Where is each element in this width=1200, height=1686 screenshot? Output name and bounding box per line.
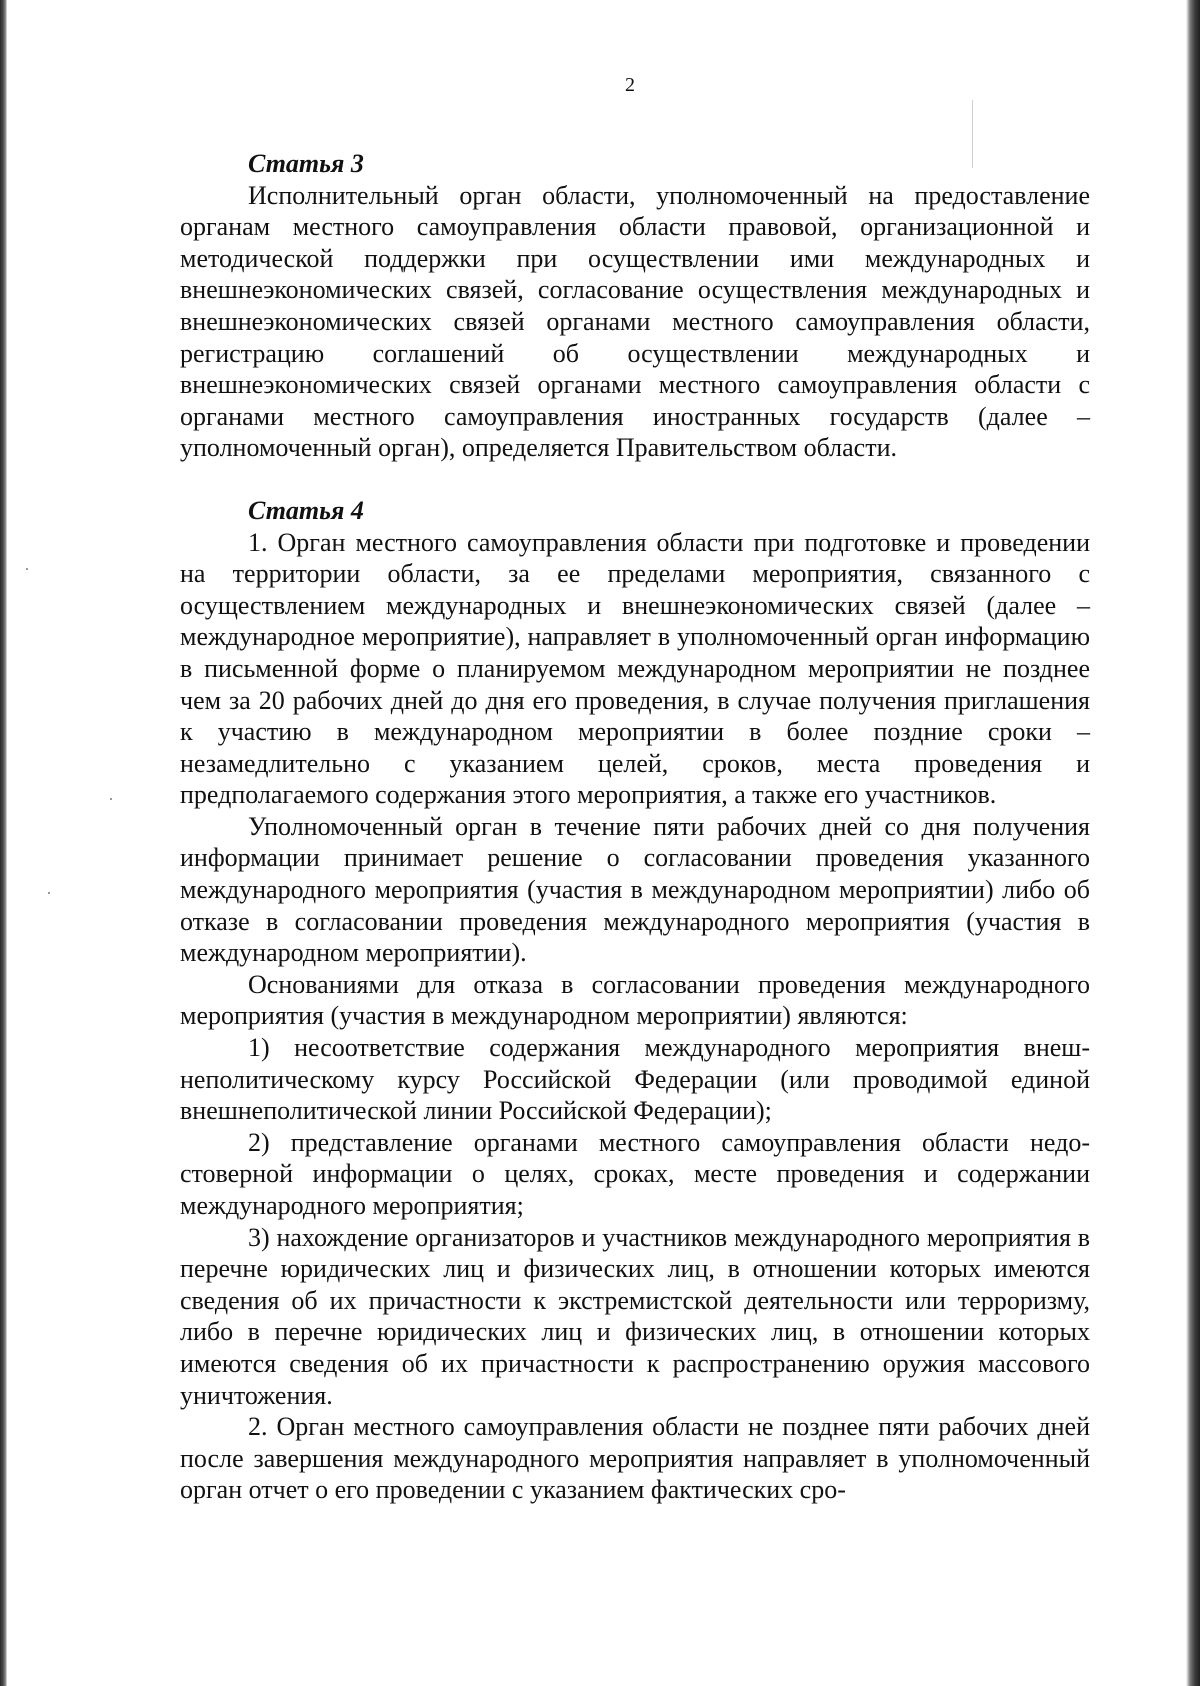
article-heading: Статья 4 <box>248 495 364 525</box>
article-4 <box>180 495 1090 1506</box>
scan-speck <box>26 568 28 570</box>
article-3 <box>180 148 1090 464</box>
scan-speck <box>48 892 50 894</box>
list-item: 1) несоответствие содержания международного мероприятия внешнеполитическому курсу Российской Федерации (или проводимой единой внешнеполитической линии Российской Федерации); <box>180 1033 1090 1126</box>
paragraph: 2. Орган местного самоуправления области не позднее пяти рабочих дней после завершения международного мероприятия направляет в уполномоченный орган отчет о его проведении с указанием фактических сро- <box>180 1412 1090 1505</box>
scan-edge-left <box>0 0 7 1686</box>
paragraph: Основаниями для отказа в согласовании проведения международного мероприятия (участия в международном мероприятии) являются: <box>180 969 1090 1031</box>
list-item: 3) нахождение организаторов и участников международного мероприятия в перечне юридических лиц и физических лиц, в отношении которых имеются сведения об их причастности к экстремистской деятельности или терроризму, либо в перечне юридических лиц и физических лиц, в отношении которых имеются сведения об их причастности к распространению оружия массового уничтожения. <box>180 1222 1090 1410</box>
list-item: 2) представление органами местного самоуправления области недостоверной информации о целях, сроках, месте проведения и содержании международного мероприятия; <box>180 1127 1090 1220</box>
document-body <box>180 148 1090 1506</box>
scan-speck <box>110 798 112 800</box>
paragraph: Исполнительный орган области, уполномоченный на предоставление органам местного самоуправления области правовой, организационной и методической поддержки при осуществлении ими международных и внешнеэкономических связей, согласование осуществления международных и внешнеэкономических связей органами местного самоуправления области, регистрацию соглашений об осуществлении международных и внешнеэкономических связей органами местного самоуправления области с органами местного самоуправления иностранных государств (далее – уполномоченный орган), определяется Правительством области. <box>180 180 1090 463</box>
article-heading: Статья 3 <box>248 149 364 178</box>
page-number: 2 <box>625 74 635 96</box>
paragraph: Уполномоченный орган в течение пяти рабочих дней со дня получения информации принимает решение о согласовании проведения указанного международного мероприятия (участия в международном мероприятии) либо об отказе в согласовании проведения международного мероприятия (участия в международном мероприятии). <box>180 811 1090 968</box>
scan-edge-right <box>1186 0 1200 1686</box>
paragraph: 1. Орган местного самоуправления области при подготовке и проведении на территории области, за ее пределами мероприятия, связанного с осуществлением международных и внешнеэкономических связей (далее – международное мероприятие), направляет в уполномоченный орган информацию в письменной форме о планируемом международном мероприятии не позднее чем за 20 рабочих дней до дня его проведения, в случае получения приглашения к участию в международном мероприятии в более поздние сроки – незамедлительно с указанием целей, сроков, места проведения и предполагаемого содержания этого мероприятия, а также его участников. <box>180 527 1090 810</box>
section-gap <box>180 464 1090 495</box>
